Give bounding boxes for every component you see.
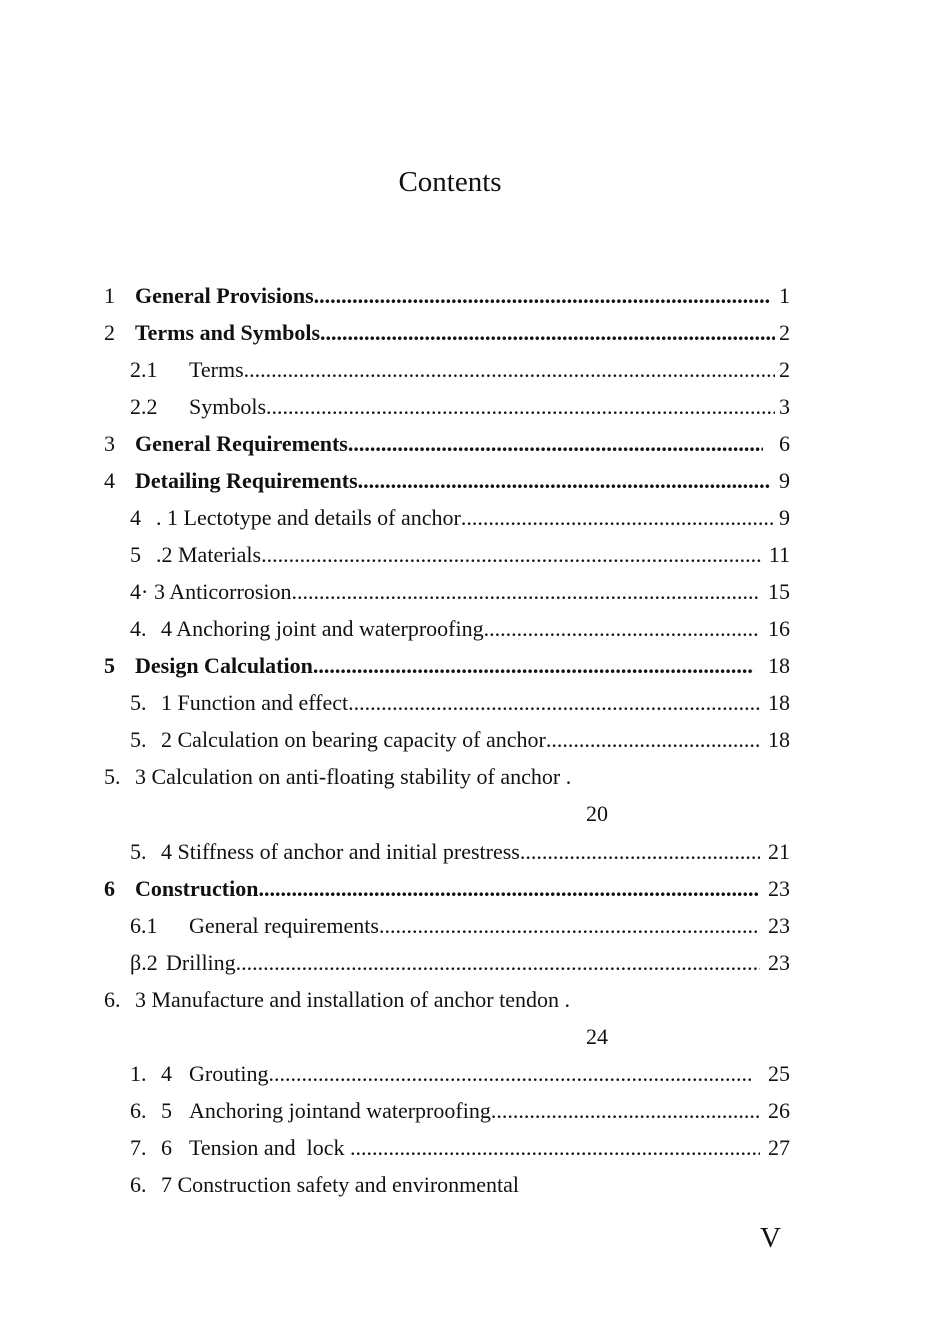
toc-entry-page: 24 (586, 1024, 608, 1049)
toc-entry-title: Detailing Requirements (135, 468, 358, 493)
toc-entry-page: 2 (779, 320, 790, 345)
toc-entry[interactable] (130, 503, 790, 533)
toc-entry-number: 6. (130, 1098, 147, 1123)
toc-entry-title: 7 Construction safety and environmental (161, 1172, 520, 1197)
toc-entry[interactable] (104, 318, 790, 348)
toc-entry-title: Anchoring jointand waterproofing (189, 1098, 491, 1123)
toc-entry-title: 2 Calculation on bearing capacity of anchor (161, 727, 546, 752)
toc-entry-number: 5. (104, 764, 121, 789)
toc-entry-page: 25 (768, 1061, 790, 1086)
dot-leader (491, 1096, 760, 1126)
toc-entry[interactable] (104, 466, 790, 496)
toc-entry-title: 1 Function and effect (161, 690, 349, 715)
toc-entry-number: 6 (104, 876, 115, 901)
toc-entry-page: 23 (768, 876, 790, 901)
toc-entry-title: 3 Calculation on anti-floating stability of anchor . (135, 764, 572, 789)
dot-leader (358, 466, 771, 496)
toc-entry[interactable] (130, 540, 790, 570)
toc-entry-title: Grouting (189, 1061, 269, 1086)
toc-entry-number: 3 (104, 431, 115, 456)
toc-entry-subnumber: 5 (161, 1098, 172, 1123)
toc-entry-title: Design Calculation (135, 653, 313, 678)
toc-entry[interactable] (104, 874, 790, 904)
dot-leader (314, 281, 771, 311)
toc-entry-title: 3 Anticorrosion (154, 579, 292, 604)
toc-entry-title: General Requirements (135, 431, 348, 456)
dot-leader (266, 392, 775, 422)
dot-leader (520, 837, 760, 867)
toc-entry[interactable] (130, 911, 790, 941)
toc-entry-number: 5 (130, 542, 141, 567)
toc-entry-number: 5. (130, 727, 147, 752)
dot-leader (313, 651, 754, 681)
toc-entry[interactable] (130, 1096, 790, 1126)
toc-entry[interactable] (130, 577, 790, 607)
dot-leader (268, 1059, 754, 1089)
toc-entry-page: 18 (768, 653, 790, 678)
toc-entry-page: 1 (779, 283, 790, 308)
toc-entry-page: 21 (768, 839, 790, 864)
toc-entry-page: 18 (768, 727, 790, 752)
toc-entry[interactable] (130, 1133, 790, 1163)
toc-entry[interactable] (130, 1170, 790, 1200)
contents-title: Contents (398, 166, 502, 198)
toc-entry-title: . 1 Lectotype and details of anchor (156, 505, 461, 530)
toc-entry-page: 11 (768, 542, 790, 567)
dot-leader (484, 614, 760, 644)
toc-entry-title: 3 Manufacture and installation of anchor tendon . (135, 987, 570, 1012)
dot-leader (292, 577, 761, 607)
toc-entry[interactable] (130, 725, 790, 755)
toc-entry-number: 7. (130, 1135, 147, 1160)
dot-leader (461, 503, 775, 533)
toc-entry-number: β.2 (130, 950, 158, 975)
toc-entry-number: 4 (104, 468, 115, 493)
toc-entry-number: 2.1 (130, 357, 158, 382)
toc-entry-page: 9 (779, 468, 790, 493)
toc-entry-page: 18 (768, 690, 790, 715)
toc-entry-page: 15 (768, 579, 790, 604)
toc-entry-title: 4 Anchoring joint and waterproofing (161, 616, 484, 641)
toc-entry-title: Tension and lock (189, 1135, 350, 1160)
toc-entry-title: Terms (189, 357, 244, 382)
dot-leader (546, 725, 760, 755)
dot-leader (261, 540, 761, 570)
toc-entry-title: .2 Materials (156, 542, 262, 567)
dot-leader (244, 355, 775, 385)
toc-entry-title: Drilling (166, 950, 236, 975)
toc-entry[interactable] (104, 651, 790, 681)
toc-entry-title: 4 Stiffness of anchor and initial prestress (161, 839, 520, 864)
toc-entry-number: 5. (130, 690, 147, 715)
dot-leader (236, 948, 760, 978)
toc-entry[interactable] (104, 429, 790, 459)
toc-entry-number: 1 (104, 283, 115, 308)
toc-entry-page: 27 (768, 1135, 790, 1160)
toc-entry-number: 1. (130, 1061, 147, 1086)
toc-entry-number: 5. (130, 839, 147, 864)
toc-entry[interactable] (130, 948, 790, 978)
toc-entry-subnumber: 4 (161, 1061, 172, 1086)
toc-entry-number: 2.2 (130, 394, 158, 419)
toc-entry-page: 6 (779, 431, 790, 456)
toc-entry[interactable] (130, 837, 790, 867)
page-number: V (760, 1222, 781, 1254)
dot-leader (350, 1133, 760, 1163)
toc-entry-title: General requirements (189, 913, 379, 938)
toc-entry-number: 6. (104, 987, 121, 1012)
dot-leader (348, 429, 763, 459)
toc-entry-number: 6.1 (130, 913, 158, 938)
toc-entry[interactable] (130, 1059, 790, 1089)
toc-entry-page: 26 (768, 1098, 790, 1123)
toc-entry[interactable] (130, 614, 790, 644)
toc-entry-page: 16 (768, 616, 790, 641)
toc-entry[interactable] (130, 355, 790, 385)
toc-entry-number: 6. (130, 1172, 147, 1197)
toc-entry-page: 23 (768, 913, 790, 938)
dot-leader (348, 688, 760, 718)
toc-entry-number: 4 (130, 505, 141, 530)
toc-entry-page: 2 (779, 357, 790, 382)
dot-leader (379, 911, 760, 941)
toc-entry-page: 23 (768, 950, 790, 975)
toc-entry[interactable] (104, 762, 790, 792)
toc-entry-title: General Provisions (135, 283, 314, 308)
toc-entry-number: 2 (104, 320, 115, 345)
dot-leader (320, 318, 775, 348)
toc-entry-page: 20 (586, 801, 608, 826)
dot-leader (258, 874, 760, 904)
toc-entry-page: 3 (779, 394, 790, 419)
toc-entry-page: 9 (779, 505, 790, 530)
toc-entry-number: 4· (130, 579, 149, 604)
toc-entry-title: Terms and Symbols (135, 320, 321, 345)
toc-entry[interactable] (130, 688, 790, 718)
toc-entry-title: Symbols (189, 394, 267, 419)
toc-entry-number: 4. (130, 616, 147, 641)
toc-entry-title: Construction (135, 876, 259, 901)
toc-entry[interactable] (104, 985, 790, 1015)
toc-entry[interactable] (130, 392, 790, 422)
toc-entry-number: 5 (104, 653, 115, 678)
toc-entry[interactable] (104, 281, 790, 311)
toc-entry-subnumber: 6 (161, 1135, 172, 1160)
